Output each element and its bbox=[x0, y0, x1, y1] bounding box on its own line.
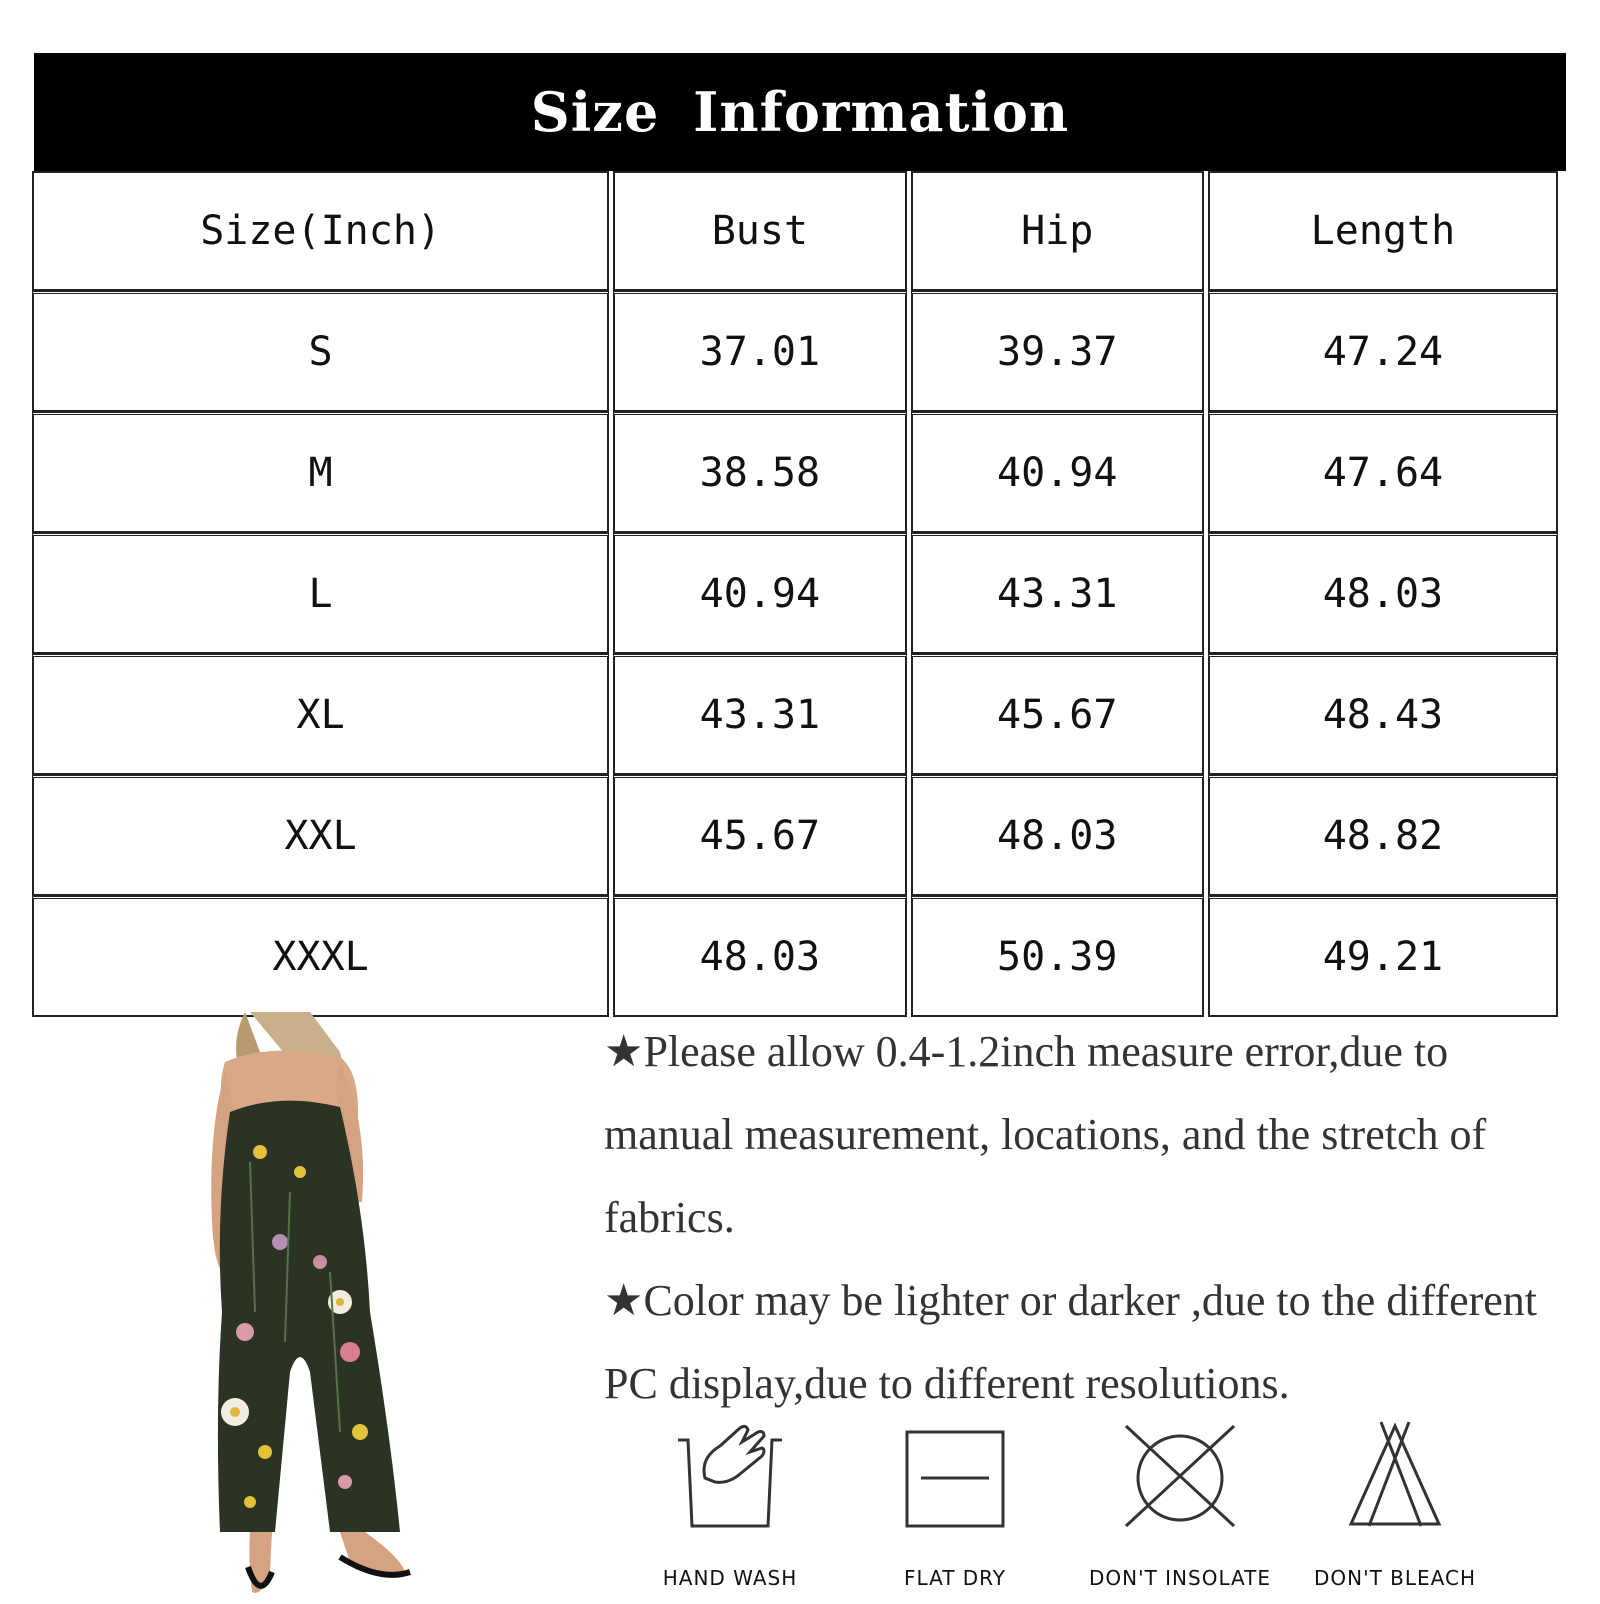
care-label: HAND WASH bbox=[662, 1566, 798, 1590]
length-cell: 49.21 bbox=[1208, 896, 1558, 1017]
care-instructions bbox=[620, 1418, 1580, 1600]
header-cell: Length bbox=[1208, 171, 1558, 291]
table-row bbox=[32, 654, 1558, 775]
hip-cell: 43.31 bbox=[911, 533, 1204, 654]
table-row bbox=[32, 775, 1558, 896]
size-cell: L bbox=[32, 533, 609, 654]
table-row bbox=[32, 412, 1558, 533]
color-note: ★Color may be lighter or darker ,due to the different PC display,due to different resolutions. bbox=[604, 1276, 1538, 1408]
dont-insolate-icon bbox=[1120, 1418, 1240, 1528]
care-label: DON'T INSOLATE bbox=[1088, 1566, 1272, 1590]
hip-cell: 48.03 bbox=[911, 775, 1204, 896]
size-cell: M bbox=[32, 412, 609, 533]
length-cell: 48.43 bbox=[1208, 654, 1558, 775]
care-item-hand-wash bbox=[620, 1418, 840, 1590]
bust-cell: 48.03 bbox=[613, 896, 906, 1017]
care-item-dont-bleach bbox=[1285, 1418, 1505, 1590]
bust-cell: 43.31 bbox=[613, 654, 906, 775]
product-photo bbox=[190, 1012, 440, 1600]
length-cell: 48.03 bbox=[1208, 533, 1558, 654]
notes bbox=[604, 1010, 1564, 1425]
length-cell: 48.82 bbox=[1208, 775, 1558, 896]
header-cell: Hip bbox=[911, 171, 1204, 291]
hip-cell: 40.94 bbox=[911, 412, 1204, 533]
table-row bbox=[32, 533, 1558, 654]
size-cell: S bbox=[32, 291, 609, 412]
bust-cell: 38.58 bbox=[613, 412, 906, 533]
hip-cell: 39.37 bbox=[911, 291, 1204, 412]
hip-cell: 50.39 bbox=[911, 896, 1204, 1017]
flat-dry-icon bbox=[895, 1418, 1015, 1528]
size-information-banner bbox=[34, 53, 1566, 171]
bust-cell: 40.94 bbox=[613, 533, 906, 654]
header-cell: Bust bbox=[613, 171, 906, 291]
hip-cell: 45.67 bbox=[911, 654, 1204, 775]
size-table bbox=[28, 171, 1562, 1017]
hand-wash-icon bbox=[670, 1418, 790, 1528]
page-title: Size Information bbox=[530, 80, 1070, 144]
bust-cell: 37.01 bbox=[613, 291, 906, 412]
size-cell: XXL bbox=[32, 775, 609, 896]
header-cell: Size(Inch) bbox=[32, 171, 609, 291]
measure-error-note: ★Please allow 0.4-1.2inch measure error,due to manual measurement, locations, and the stretch of fabrics. bbox=[604, 1027, 1487, 1242]
size-cell: XXXL bbox=[32, 896, 609, 1017]
table-header-row bbox=[32, 171, 1558, 291]
length-cell: 47.24 bbox=[1208, 291, 1558, 412]
floral-jumpsuit-illustration bbox=[190, 1012, 440, 1600]
care-label: FLAT DRY bbox=[903, 1566, 1007, 1590]
length-cell: 47.64 bbox=[1208, 412, 1558, 533]
care-label: DON'T BLEACH bbox=[1313, 1566, 1476, 1590]
dont-bleach-icon bbox=[1335, 1418, 1455, 1528]
care-item-flat-dry bbox=[845, 1418, 1065, 1590]
size-cell: XL bbox=[32, 654, 609, 775]
care-item-dont-insolate bbox=[1070, 1418, 1290, 1590]
table-row bbox=[32, 291, 1558, 412]
table-row bbox=[32, 896, 1558, 1017]
bust-cell: 45.67 bbox=[613, 775, 906, 896]
